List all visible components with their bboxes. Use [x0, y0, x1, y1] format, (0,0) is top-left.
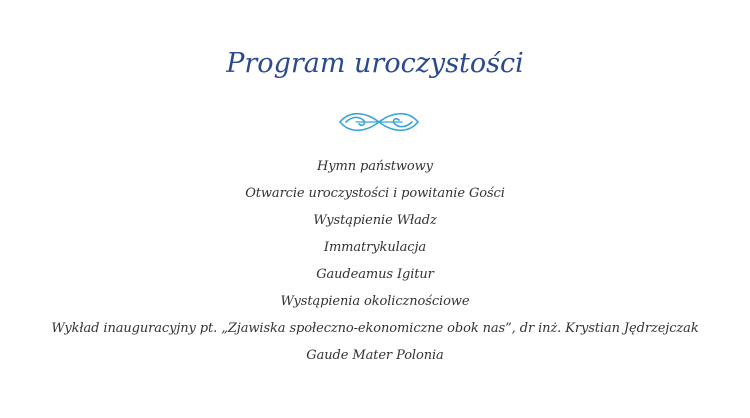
program-item: Otwarcie uroczystości i powitanie Gości — [245, 186, 505, 201]
flourish-ornament-icon — [336, 108, 422, 136]
program-list — [0, 153, 750, 369]
program-item: Wystąpienie Władz — [313, 213, 437, 228]
program-item: Gaudeamus Igitur — [316, 267, 434, 282]
program-item: Immatrykulacja — [323, 240, 427, 255]
program-item: Hymn państwowy — [317, 159, 433, 174]
program-item: Wykład inauguracyjny pt. „Zjawiska społeczno-ekonomiczne obok nas”, dr inż. Krystian Jędrzejczak — [51, 321, 699, 336]
program-item: Gaude Mater Polonia — [306, 348, 444, 363]
page-title: Program uroczystości — [226, 48, 524, 79]
program-item: Wystąpienia okolicznościowe — [280, 294, 470, 309]
